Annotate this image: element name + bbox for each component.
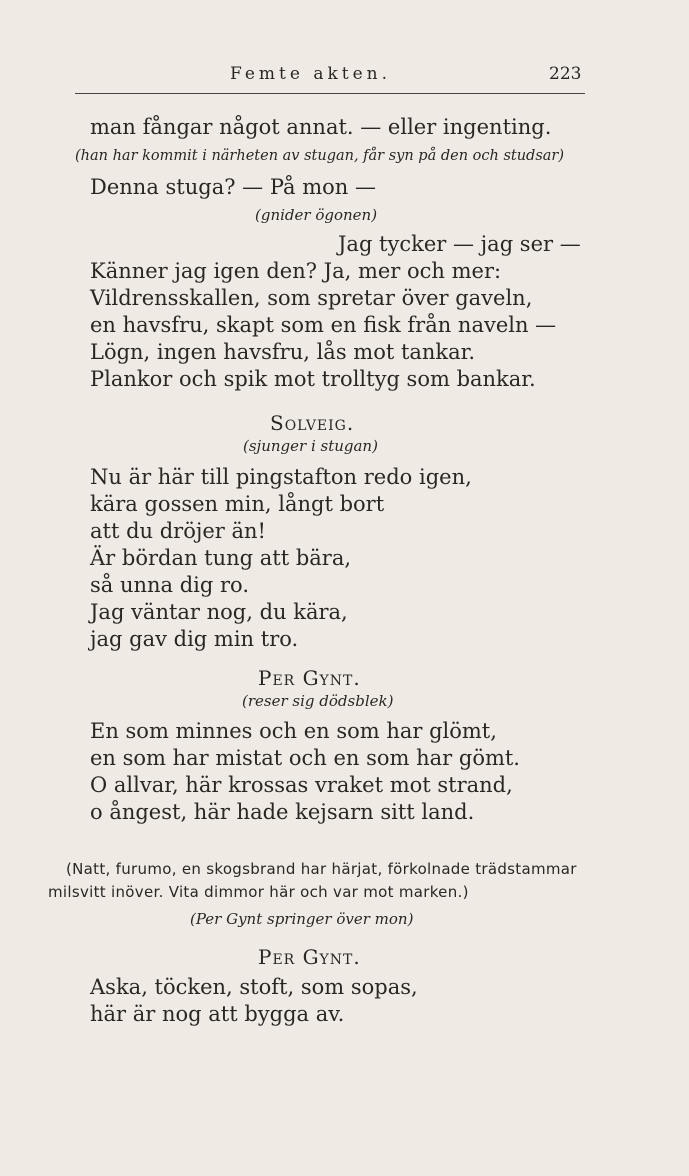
header-rule — [75, 93, 585, 94]
verse-line: här är nog att bygga av. — [90, 1002, 345, 1026]
speaker-name: Per Gynt. — [258, 666, 361, 690]
verse-line: Lögn, ingen havsfru, lås mot tankar. — [90, 340, 476, 364]
verse-line: Jag tycker — jag ser — — [338, 232, 581, 256]
verse-line: Aska, töcken, stoft, som sopas, — [90, 975, 418, 999]
verse-line: jag gav dig min tro. — [90, 627, 299, 651]
verse-line: en havsfru, skapt som en fisk från naveln — — [90, 313, 557, 337]
verse-line: Denna stuga? — På mon — — [90, 175, 376, 199]
stage-direction: (Per Gynt springer över mon) — [190, 910, 414, 928]
speaker-name: Per Gynt. — [258, 945, 361, 969]
scene-description: milsvitt inöver. Vita dimmor här och var mot marken.) — [48, 883, 469, 901]
scene-description: (Natt, furumo, en skogsbrand har härjat, förkolnade trädstammar — [66, 860, 577, 878]
verse-line: En som minnes och en som har glömt, — [90, 719, 497, 743]
running-header-title: Femte akten. — [230, 64, 392, 84]
stage-direction: (han har kommit i närheten av stugan, får syn på den och studsar) — [75, 148, 565, 164]
stage-direction: (reser sig dödsblek) — [242, 692, 394, 710]
verse-line: en som har mistat och en som har gömt. — [90, 746, 520, 770]
verse-line: Plankor och spik mot trolltyg som bankar. — [90, 367, 536, 391]
verse-line: Är bördan tung att bära, — [90, 546, 352, 570]
stage-direction: (sjunger i stugan) — [243, 437, 378, 455]
verse-line: man fångar något annat. — eller ingenting. — [90, 115, 552, 139]
verse-line: o ångest, här hade kejsarn sitt land. — [90, 800, 475, 824]
speaker-name: Solveig. — [270, 411, 355, 435]
verse-line: Känner jag igen den? Ja, mer och mer: — [90, 259, 502, 283]
page-number: 223 — [549, 64, 582, 84]
stage-direction: (gnider ögonen) — [255, 206, 378, 224]
verse-line: O allvar, här krossas vraket mot strand, — [90, 773, 513, 797]
verse-line: kära gossen min, långt bort — [90, 492, 385, 516]
verse-line: Nu är här till pingstafton redo igen, — [90, 465, 472, 489]
verse-line: så unna dig ro. — [90, 573, 250, 597]
verse-line: Jag väntar nog, du kära, — [90, 600, 348, 624]
verse-line: Vildrensskallen, som spretar över gaveln, — [90, 286, 533, 310]
verse-line: att du dröjer än! — [90, 519, 266, 543]
